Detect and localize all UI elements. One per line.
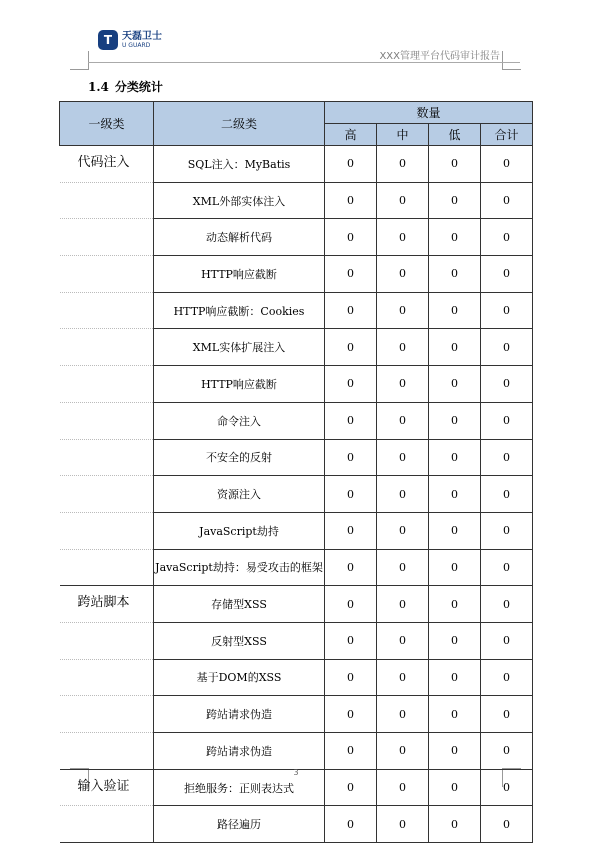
high-count-cell: 0 (325, 733, 377, 770)
subcategory-cell: 路径遍历 (154, 806, 325, 843)
medium-count-cell: 0 (377, 182, 429, 219)
category-cell (60, 402, 154, 439)
total-count-cell: 0 (481, 219, 533, 256)
section-heading (88, 78, 163, 95)
table-row (60, 733, 533, 770)
high-count-cell: 0 (325, 329, 377, 366)
category-cell (60, 806, 154, 843)
subcategory-cell: HTTP响应截断 (154, 256, 325, 293)
total-count-cell: 0 (481, 659, 533, 696)
low-count-cell: 0 (429, 549, 481, 586)
total-count-cell: 0 (481, 476, 533, 513)
high-count-cell: 0 (325, 622, 377, 659)
total-count-cell: 0 (481, 402, 533, 439)
table-row (60, 292, 533, 329)
table-row (60, 622, 533, 659)
high-count-cell: 0 (325, 439, 377, 476)
high-count-cell: 0 (325, 769, 377, 806)
logo-name-en: U GUARD (122, 41, 151, 49)
low-count-cell: 0 (429, 182, 481, 219)
total-count-cell: 0 (481, 439, 533, 476)
logo-name-cn: 天磊卫士 (122, 30, 162, 42)
logo-text (122, 32, 162, 49)
medium-count-cell: 0 (377, 146, 429, 183)
category-cell (60, 182, 154, 219)
subcategory-cell: JavaScript劫持 (154, 512, 325, 549)
high-count-cell: 0 (325, 696, 377, 733)
high-count-cell: 0 (325, 182, 377, 219)
low-count-cell: 0 (429, 256, 481, 293)
header-level1: 一级类 (60, 102, 154, 146)
category-cell: 跨站脚本 (60, 586, 154, 623)
category-cell (60, 439, 154, 476)
high-count-cell: 0 (325, 659, 377, 696)
low-count-cell: 0 (429, 146, 481, 183)
table-row (60, 329, 533, 366)
category-cell (60, 659, 154, 696)
high-count-cell: 0 (325, 402, 377, 439)
high-count-cell: 0 (325, 292, 377, 329)
medium-count-cell: 0 (377, 806, 429, 843)
subcategory-cell: XML实体扩展注入 (154, 329, 325, 366)
medium-count-cell: 0 (377, 329, 429, 366)
table-row (60, 366, 533, 403)
medium-count-cell: 0 (377, 476, 429, 513)
category-cell: 输入验证 (60, 769, 154, 806)
total-count-cell: 0 (481, 622, 533, 659)
total-count-cell: 0 (481, 549, 533, 586)
subcategory-cell: XML外部实体注入 (154, 182, 325, 219)
page-number: 3 (293, 768, 299, 777)
medium-count-cell: 0 (377, 219, 429, 256)
header-level2: 二级类 (154, 102, 325, 146)
table-row (60, 476, 533, 513)
medium-count-cell: 0 (377, 659, 429, 696)
total-count-cell: 0 (481, 182, 533, 219)
high-count-cell: 0 (325, 806, 377, 843)
medium-count-cell: 0 (377, 366, 429, 403)
medium-count-cell: 0 (377, 439, 429, 476)
low-count-cell: 0 (429, 806, 481, 843)
category-cell (60, 622, 154, 659)
subcategory-cell: 存储型XSS (154, 586, 325, 623)
subcategory-cell: 跨站请求伪造 (154, 733, 325, 770)
table-row (60, 549, 533, 586)
high-count-cell: 0 (325, 146, 377, 183)
low-count-cell: 0 (429, 512, 481, 549)
high-count-cell: 0 (325, 256, 377, 293)
low-count-cell: 0 (429, 696, 481, 733)
subcategory-cell: HTTP响应截断：Cookies (154, 292, 325, 329)
table-row (60, 182, 533, 219)
low-count-cell: 0 (429, 439, 481, 476)
low-count-cell: 0 (429, 292, 481, 329)
subcategory-cell: 动态解析代码 (154, 219, 325, 256)
logo-mark-icon: T (98, 30, 118, 50)
high-count-cell: 0 (325, 549, 377, 586)
total-count-cell: 0 (481, 733, 533, 770)
medium-count-cell: 0 (377, 769, 429, 806)
total-count-cell: 0 (481, 292, 533, 329)
crop-mark-top-right (502, 51, 521, 70)
low-count-cell: 0 (429, 219, 481, 256)
high-count-cell: 0 (325, 476, 377, 513)
subcategory-cell: 资源注入 (154, 476, 325, 513)
subcategory-cell: JavaScript劫持：易受攻击的框架 (154, 549, 325, 586)
table-row (60, 806, 533, 843)
section-number: 1.4 (88, 80, 109, 94)
table-row (60, 586, 533, 623)
low-count-cell: 0 (429, 733, 481, 770)
low-count-cell: 0 (429, 622, 481, 659)
total-count-cell: 0 (481, 586, 533, 623)
total-count-cell: 0 (481, 329, 533, 366)
subcategory-cell: 跨站请求伪造 (154, 696, 325, 733)
crop-mark-top-left (70, 51, 89, 70)
total-count-cell: 0 (481, 146, 533, 183)
high-count-cell: 0 (325, 512, 377, 549)
total-count-cell: 0 (481, 696, 533, 733)
section-title: 分类统计 (114, 80, 163, 94)
category-cell (60, 219, 154, 256)
category-cell (60, 292, 154, 329)
category-cell (60, 366, 154, 403)
medium-count-cell: 0 (377, 402, 429, 439)
header-medium: 中 (377, 124, 429, 146)
total-count-cell: 0 (481, 512, 533, 549)
low-count-cell: 0 (429, 329, 481, 366)
category-cell (60, 476, 154, 513)
category-cell (60, 549, 154, 586)
medium-count-cell: 0 (377, 292, 429, 329)
total-count-cell: 0 (481, 769, 533, 806)
header-divider (88, 62, 520, 63)
table-row (60, 696, 533, 733)
high-count-cell: 0 (325, 586, 377, 623)
total-count-cell: 0 (481, 256, 533, 293)
low-count-cell: 0 (429, 476, 481, 513)
category-cell (60, 512, 154, 549)
subcategory-cell: HTTP响应截断 (154, 366, 325, 403)
classification-table (59, 101, 533, 843)
low-count-cell: 0 (429, 366, 481, 403)
medium-count-cell: 0 (377, 549, 429, 586)
header-low: 低 (429, 124, 481, 146)
header-count: 数量 (325, 102, 533, 124)
low-count-cell: 0 (429, 586, 481, 623)
medium-count-cell: 0 (377, 256, 429, 293)
subcategory-cell: 拒绝服务：正则表达式 (154, 769, 325, 806)
subcategory-cell: SQL注入：MyBatis (154, 146, 325, 183)
medium-count-cell: 0 (377, 622, 429, 659)
table-row (60, 256, 533, 293)
low-count-cell: 0 (429, 402, 481, 439)
table-row (60, 512, 533, 549)
low-count-cell: 0 (429, 659, 481, 696)
table-row (60, 146, 533, 183)
subcategory-cell: 命令注入 (154, 402, 325, 439)
medium-count-cell: 0 (377, 696, 429, 733)
medium-count-cell: 0 (377, 512, 429, 549)
subcategory-cell: 不安全的反射 (154, 439, 325, 476)
header-total: 合计 (481, 124, 533, 146)
table-row (60, 402, 533, 439)
subcategory-cell: 基于DOM的XSS (154, 659, 325, 696)
category-cell (60, 256, 154, 293)
category-cell (60, 329, 154, 366)
header-high: 高 (325, 124, 377, 146)
total-count-cell: 0 (481, 806, 533, 843)
total-count-cell: 0 (481, 366, 533, 403)
high-count-cell: 0 (325, 219, 377, 256)
category-cell (60, 733, 154, 770)
subcategory-cell: 反射型XSS (154, 622, 325, 659)
category-cell: 代码注入 (60, 146, 154, 183)
table-row (60, 219, 533, 256)
header-title: XXX管理平台代码审计报告 (379, 51, 500, 62)
table-row (60, 659, 533, 696)
table-row (60, 439, 533, 476)
medium-count-cell: 0 (377, 586, 429, 623)
company-logo (98, 28, 174, 52)
category-cell (60, 696, 154, 733)
high-count-cell: 0 (325, 366, 377, 403)
low-count-cell: 0 (429, 769, 481, 806)
medium-count-cell: 0 (377, 733, 429, 770)
table-body (60, 146, 533, 843)
